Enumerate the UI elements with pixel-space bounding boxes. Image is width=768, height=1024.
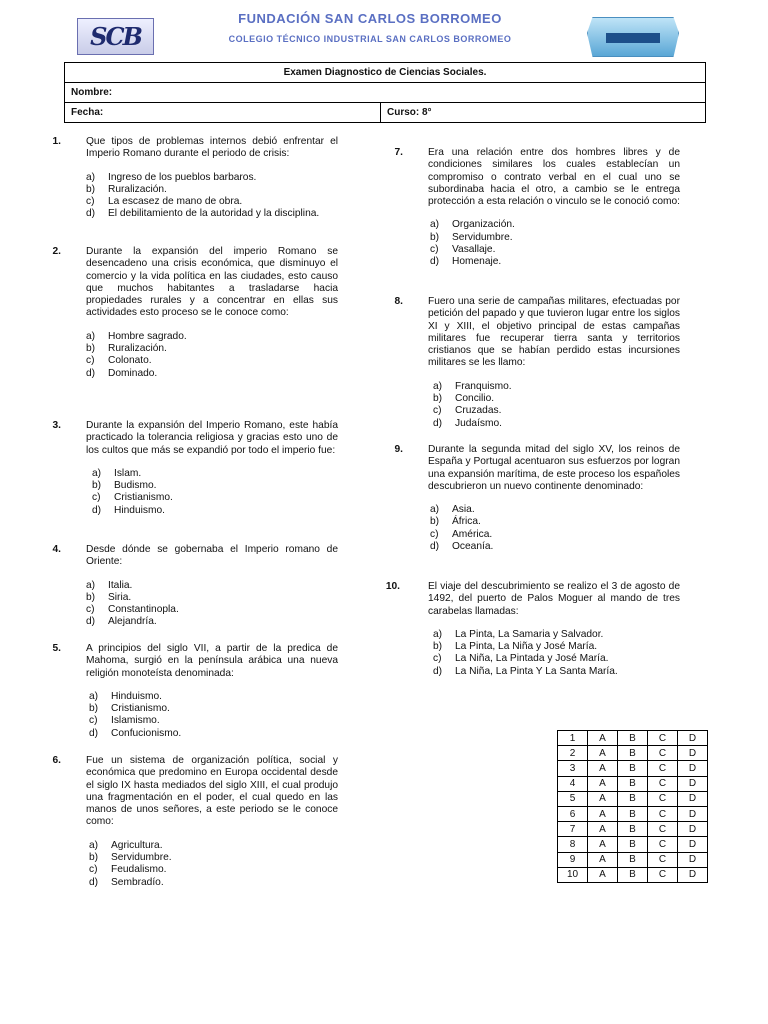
question-stem — [52, 420, 338, 457]
answer-option[interactable] — [64, 691, 338, 703]
question-text: Fue un sistema de organización política, social y económica que predomino en Europa occidental desde el siglo IX hasta mediados del siglo XIII, el cual produjo una fragmentación en el poder, el cual quedo en las manos de unos señores, a este periodo se le conoce como: — [86, 755, 338, 828]
answer-options — [64, 468, 338, 517]
option-letter: a) — [86, 171, 96, 183]
option-letter: d) — [86, 367, 96, 379]
answer-grid-choice[interactable]: B — [618, 731, 648, 746]
exam-info-table — [64, 62, 706, 123]
answer-grid-choice[interactable]: B — [618, 837, 648, 852]
option-text: Servidumbre. — [111, 852, 172, 864]
option-text: Colonato. — [108, 355, 152, 367]
question-number: 5. — [52, 643, 61, 654]
answer-grid-choice[interactable]: C — [648, 731, 678, 746]
answer-grid-choice[interactable]: D — [678, 776, 708, 791]
answer-option[interactable] — [64, 580, 338, 592]
answer-grid-choice[interactable]: B — [618, 791, 648, 806]
option-text: Oceanía. — [452, 541, 494, 553]
answer-options — [406, 504, 680, 553]
question-stem — [52, 755, 338, 829]
question-number: 7. — [394, 147, 403, 158]
answer-option[interactable] — [64, 852, 338, 864]
answer-grid-row — [558, 776, 708, 791]
school-name: COLEGIO TÉCNICO INDUSTRIAL SAN CARLOS BORROMEO — [228, 34, 512, 44]
option-text: Budismo. — [114, 480, 157, 492]
option-letter: b) — [86, 591, 96, 603]
answer-grid-row — [558, 806, 708, 821]
answer-option[interactable] — [64, 331, 338, 343]
option-letter: d) — [430, 256, 440, 268]
option-text: Judaísmo. — [455, 417, 502, 429]
answer-option[interactable] — [406, 516, 680, 528]
answer-grid-choice[interactable]: B — [618, 867, 648, 882]
answer-grid-choice[interactable]: B — [618, 761, 648, 776]
answer-grid-choice[interactable]: C — [648, 761, 678, 776]
option-text: Cristianismo. — [114, 492, 173, 504]
option-text: La Pinta, La Samaria y Salvador. — [455, 628, 604, 640]
option-text: Siria. — [108, 591, 132, 603]
answer-grid-choice[interactable]: A — [588, 791, 618, 806]
option-text: Organización. — [452, 219, 515, 231]
option-letter: d) — [89, 876, 99, 888]
answer-option[interactable] — [406, 393, 680, 405]
option-letter: c) — [433, 653, 442, 665]
answer-grid-choice[interactable]: C — [648, 852, 678, 867]
option-text: Feudalismo. — [111, 864, 167, 876]
answer-option[interactable] — [64, 492, 338, 504]
course-field: Curso: 8° — [381, 103, 706, 123]
option-text: Cristianismo. — [111, 703, 170, 715]
question-8 — [394, 296, 680, 430]
answer-grid-number: 1 — [558, 731, 588, 746]
answer-option[interactable] — [64, 368, 338, 380]
answer-grid-number: 9 — [558, 852, 588, 867]
answer-grid-number: 5 — [558, 791, 588, 806]
question-7 — [394, 147, 680, 269]
answer-option[interactable] — [64, 604, 338, 616]
option-letter: c) — [89, 715, 98, 727]
school-logo-left — [77, 18, 154, 55]
answer-grid-choice[interactable]: D — [678, 791, 708, 806]
question-number: 6. — [52, 755, 61, 766]
option-letter: c) — [92, 492, 101, 504]
question-10 — [385, 581, 680, 678]
answer-grid-choice[interactable]: A — [588, 837, 618, 852]
option-letter: a) — [430, 504, 440, 516]
option-letter: d) — [86, 208, 96, 220]
option-letter: b) — [430, 516, 440, 528]
exam-title: Examen Diagnostico de Ciencias Sociales. — [65, 63, 706, 83]
question-number: 10. — [385, 581, 400, 592]
answer-option[interactable] — [64, 715, 338, 727]
option-letter: a) — [92, 467, 102, 479]
answer-grid-number: 10 — [558, 867, 588, 882]
answer-options — [64, 840, 338, 889]
answer-grid-number: 6 — [558, 806, 588, 821]
answer-grid-choice[interactable]: A — [588, 761, 618, 776]
question-text: Desde dónde se gobernaba el Imperio romano de Oriente: — [86, 544, 338, 568]
answer-grid-choice[interactable]: D — [678, 822, 708, 837]
question-number: 3. — [52, 420, 61, 431]
answer-option[interactable] — [64, 196, 338, 208]
option-text: Islamismo. — [111, 715, 160, 727]
answer-option[interactable] — [64, 172, 338, 184]
answer-grid-number: 8 — [558, 837, 588, 852]
option-letter: c) — [433, 405, 442, 417]
option-letter: b) — [89, 703, 99, 715]
option-letter: c) — [430, 244, 439, 256]
answer-option[interactable] — [64, 208, 338, 220]
answer-grid-choice[interactable]: C — [648, 776, 678, 791]
answer-option[interactable] — [406, 541, 680, 553]
question-number: 4. — [52, 544, 61, 555]
answer-grid-choice[interactable]: C — [648, 867, 678, 882]
option-letter: b) — [89, 852, 99, 864]
answer-option[interactable] — [406, 244, 680, 256]
answer-grid-row — [558, 852, 708, 867]
answer-option[interactable] — [406, 641, 680, 653]
answer-option[interactable] — [406, 256, 680, 268]
option-text: Islam. — [114, 467, 142, 479]
option-letter: c) — [86, 355, 95, 367]
answer-option[interactable] — [64, 343, 338, 355]
option-letter: d) — [433, 417, 443, 429]
question-stem — [52, 246, 338, 320]
question-text: Durante la expansión del imperio Romano se desencadeno una crisis económica, que disminuyo el comercio y la vida política en las ciudades, esto causo que muchos habitantes a trasladarse hacia propiedades rurales y a concentrar en ellas sus actividades esto proceso se le conoce como: — [86, 246, 338, 319]
option-letter: b) — [433, 393, 443, 405]
option-letter: c) — [89, 864, 98, 876]
answer-options — [64, 331, 338, 380]
option-text: Cruzadas. — [455, 405, 502, 417]
option-text: Homenaje. — [452, 256, 502, 268]
answer-option[interactable] — [64, 480, 338, 492]
answer-option[interactable] — [406, 504, 680, 516]
option-letter: d) — [92, 504, 102, 516]
option-text: El debilitamiento de la autoridad y la disciplina. — [108, 208, 320, 220]
logo-left-text: SCB — [90, 22, 141, 51]
answer-options — [406, 219, 680, 268]
option-text: Hinduismo. — [114, 504, 165, 516]
option-text: África. — [452, 516, 481, 528]
answer-option[interactable] — [406, 219, 680, 231]
answer-grid-row — [558, 746, 708, 761]
answer-option[interactable] — [64, 505, 338, 517]
answer-grid-row — [558, 731, 708, 746]
answer-options — [406, 381, 680, 430]
option-text: Sembradío. — [111, 876, 164, 888]
question-text: Durante la expansión del Imperio Romano, este había practicado la tolerancia religiosa y gracias esto uno de los cultos que más se expandió por todo el imperio fue: — [86, 420, 338, 456]
question-2 — [52, 246, 338, 380]
answer-grid-choice[interactable]: B — [618, 822, 648, 837]
question-number: 2. — [52, 246, 61, 257]
option-letter: a) — [89, 690, 99, 702]
option-letter: a) — [433, 628, 443, 640]
question-stem — [394, 444, 681, 493]
question-text: A principios del siglo VII, a partir de la predica de Mahoma, surgió en la península arábica una nueva religión monoteísta denominada: — [86, 643, 338, 679]
answer-grid-number: 2 — [558, 746, 588, 761]
answer-grid-choice[interactable]: C — [648, 791, 678, 806]
question-stem — [394, 296, 680, 370]
answer-option[interactable] — [64, 840, 338, 852]
answer-grid-choice[interactable]: A — [588, 776, 618, 791]
option-letter: d) — [86, 616, 96, 628]
question-stem — [52, 136, 338, 161]
option-letter: d) — [430, 541, 440, 553]
answer-grid-row — [558, 867, 708, 882]
option-letter: b) — [92, 480, 102, 492]
answer-grid-number: 3 — [558, 761, 588, 776]
answer-grid-choice[interactable]: C — [648, 822, 678, 837]
question-number: 9. — [394, 444, 403, 455]
option-text: La Niña, La Pinta Y La Santa María. — [455, 665, 618, 677]
answer-options — [406, 629, 680, 678]
option-letter: c) — [86, 196, 95, 208]
answer-options — [64, 691, 338, 740]
answer-option[interactable] — [406, 529, 680, 541]
option-letter: d) — [433, 665, 443, 677]
answer-option[interactable] — [64, 728, 338, 740]
answer-option[interactable] — [64, 616, 338, 628]
option-text: América. — [452, 528, 493, 540]
option-letter: b) — [86, 343, 96, 355]
question-text: Fuero una serie de campañas militares, efectuadas por petición del papado y que tuvieron lugar entre los siglos XI y XIII, el objetivo principal de estas campañas militares fue recuperar tierra santa y territorios cristianos que se habían perdido estas incursiones militares se les llamo: — [428, 296, 680, 369]
option-text: Ingreso de los pueblos barbaros. — [108, 171, 257, 183]
option-text: La Pinta, La Niña y José María. — [455, 641, 598, 653]
answer-grid-choice[interactable]: C — [648, 806, 678, 821]
option-text: Asia. — [452, 504, 475, 516]
answer-grid-choice[interactable]: B — [618, 806, 648, 821]
question-text: Que tipos de problemas internos debió enfrentar el Imperio Romano durante el periodo de crisis: — [86, 136, 338, 160]
question-text: El viaje del descubrimiento se realizo el 3 de agosto de 1492, del puerto de Palos Moguer al mando de tres carabelas llamadas: — [428, 581, 680, 617]
answer-grid-choice[interactable]: D — [678, 761, 708, 776]
option-letter: a) — [433, 380, 443, 392]
option-text: Vasallaje. — [452, 244, 496, 256]
option-letter: a) — [89, 839, 99, 851]
foundation-name: FUNDACIÓN SAN CARLOS BORROMEO — [238, 11, 502, 26]
answer-grid-choice[interactable]: D — [678, 852, 708, 867]
option-text: Hinduismo. — [111, 690, 162, 702]
option-text: Constantinopla. — [108, 604, 179, 616]
option-letter: d) — [89, 727, 99, 739]
answer-grid-choice[interactable]: A — [588, 806, 618, 821]
option-text: Ruralización. — [108, 183, 167, 195]
answer-grid-choice[interactable]: D — [678, 806, 708, 821]
option-letter: a) — [430, 219, 440, 231]
answer-option[interactable] — [64, 703, 338, 715]
answer-grid-choice[interactable]: D — [678, 731, 708, 746]
option-text: Concilio. — [455, 393, 495, 405]
option-letter: a) — [86, 579, 96, 591]
answer-grid-choice[interactable]: A — [588, 822, 618, 837]
answer-grid-choice[interactable]: D — [678, 867, 708, 882]
answer-grid-choice[interactable]: C — [648, 746, 678, 761]
option-text: La escasez de mano de obra. — [108, 196, 243, 208]
question-text: Era una relación entre dos hombres libres y de condiciones similares los cuales establecían un compromiso o contrato verbal en el cual uno se subordinaba hacia el otro, a cambio se le entrega protección a esta relación o vinculo se le conoció como: — [428, 147, 680, 208]
answer-grid-row — [558, 822, 708, 837]
answer-option[interactable] — [406, 232, 680, 244]
question-6 — [52, 755, 338, 889]
answer-option[interactable] — [406, 629, 680, 641]
option-text: La Niña, La Pintada y José María. — [455, 653, 609, 665]
option-text: Agricultura. — [111, 839, 163, 851]
question-9 — [394, 444, 681, 553]
question-stem — [394, 147, 680, 208]
option-letter: c) — [86, 604, 95, 616]
answer-option[interactable] — [64, 184, 338, 196]
answer-grid-row — [558, 761, 708, 776]
option-text: Alejandría. — [108, 616, 157, 628]
answer-option[interactable] — [64, 864, 338, 876]
question-number: 8. — [394, 296, 403, 307]
option-text: Confucionismo. — [111, 727, 182, 739]
option-text: Servidumbre. — [452, 231, 513, 243]
answer-grid-choice[interactable]: A — [588, 746, 618, 761]
option-letter: b) — [430, 231, 440, 243]
answer-grid-choice[interactable]: D — [678, 746, 708, 761]
question-number: 1. — [52, 136, 61, 147]
answer-option[interactable] — [406, 381, 680, 393]
question-5 — [52, 643, 338, 740]
answer-option[interactable] — [64, 877, 338, 889]
question-stem — [385, 581, 680, 618]
answer-grid-choice[interactable]: B — [618, 852, 648, 867]
option-letter: b) — [86, 183, 96, 195]
answer-grid-choice[interactable]: A — [588, 731, 618, 746]
answer-grid-choice[interactable]: A — [588, 852, 618, 867]
question-text: Durante la segunda mitad del siglo XV, los reinos de España y Portugal acentuaron sus esfuerzos por logran una expansión marítima, de este proceso los españoles descubrieron un nuevo continente denominado: — [428, 444, 681, 492]
answer-grid-choice[interactable]: C — [648, 837, 678, 852]
answer-grid-choice[interactable]: B — [618, 746, 648, 761]
question-4 — [52, 544, 338, 629]
option-letter: b) — [433, 641, 443, 653]
answer-option[interactable] — [406, 418, 680, 430]
answer-grid-choice[interactable]: B — [618, 776, 648, 791]
option-text: Hombre sagrado. — [108, 330, 187, 342]
option-text: Franquismo. — [455, 380, 512, 392]
answer-option[interactable] — [64, 355, 338, 367]
option-text: Ruralización. — [108, 343, 167, 355]
answer-option[interactable] — [406, 405, 680, 417]
answer-grid — [557, 730, 708, 883]
question-1 — [52, 136, 338, 221]
answer-options — [64, 172, 338, 221]
question-stem — [52, 643, 338, 680]
answer-option[interactable] — [406, 666, 680, 678]
answer-option[interactable] — [64, 468, 338, 480]
answer-grid-choice[interactable]: D — [678, 837, 708, 852]
answer-grid-choice[interactable]: A — [588, 867, 618, 882]
answer-option[interactable] — [64, 592, 338, 604]
answer-options — [64, 580, 338, 629]
answer-grid-row — [558, 791, 708, 806]
answer-grid-number: 7 — [558, 822, 588, 837]
option-letter: c) — [430, 528, 439, 540]
option-letter: a) — [86, 330, 96, 342]
answer-grid-row — [558, 837, 708, 852]
question-3 — [52, 420, 338, 517]
answer-grid-number: 4 — [558, 776, 588, 791]
date-field[interactable]: Fecha: — [65, 103, 381, 123]
answer-option[interactable] — [406, 653, 680, 665]
option-text: Dominado. — [108, 367, 158, 379]
question-stem — [52, 544, 338, 569]
option-text: Italia. — [108, 579, 133, 591]
name-field[interactable]: Nombre: — [65, 83, 706, 103]
school-crest-right — [587, 17, 679, 57]
